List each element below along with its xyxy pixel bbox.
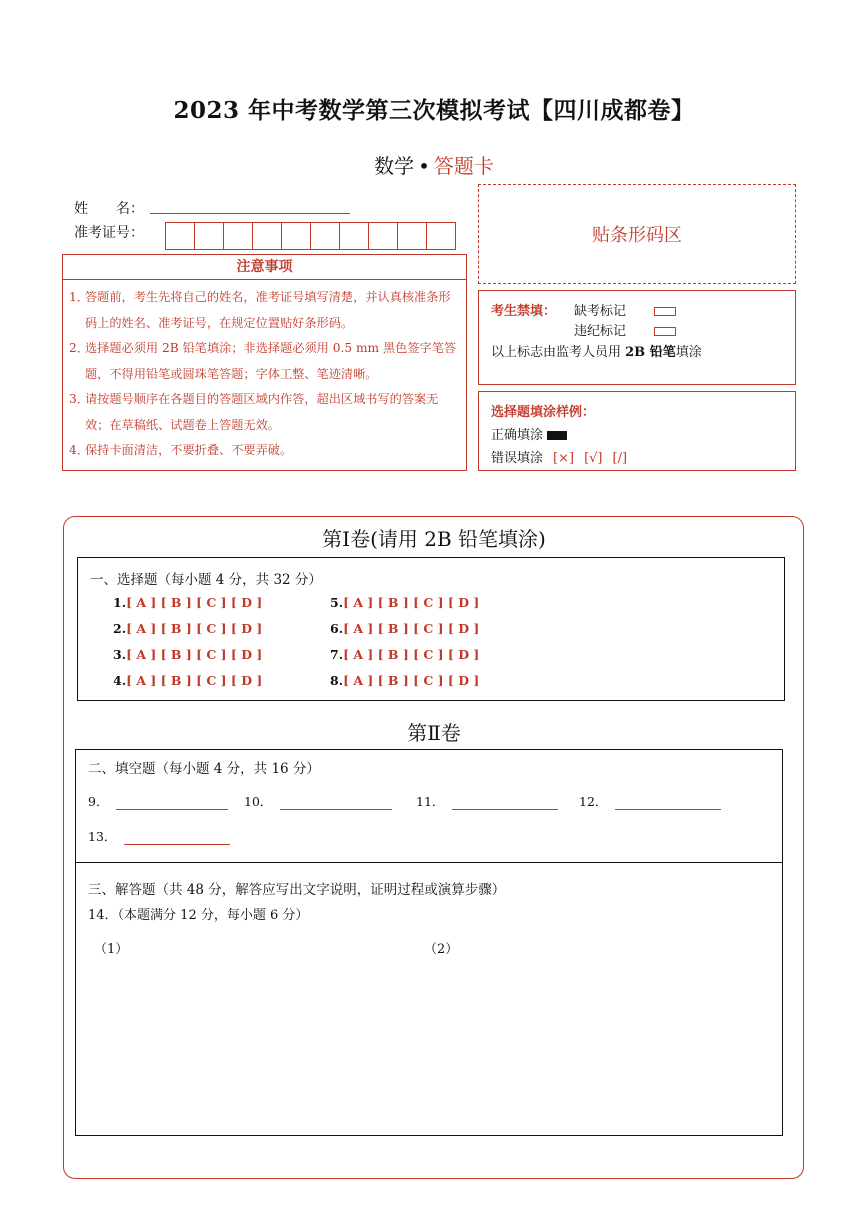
page-title: 2023 年中考数学第三次模拟考试【四川成都卷】 xyxy=(173,97,695,124)
notice-item xyxy=(69,438,458,464)
solution-section xyxy=(75,862,783,1136)
proctor-only-box xyxy=(478,290,796,385)
exam-id-box[interactable] xyxy=(310,222,340,250)
question-number: 8. xyxy=(330,673,344,688)
exam-id-box[interactable] xyxy=(281,222,311,250)
question-number: 1. xyxy=(113,595,127,610)
choice-question xyxy=(113,647,262,662)
fill-sample-title: 选择题填涂样例： xyxy=(491,405,596,420)
question-number: 7. xyxy=(330,647,344,662)
fill-blank-section xyxy=(75,749,783,863)
barcode-label: 贴条形码区 xyxy=(592,225,682,246)
notice-item xyxy=(69,336,458,387)
proctor-note-suffix: 填涂 xyxy=(675,345,702,360)
question-number: 4. xyxy=(113,673,127,688)
answer-options[interactable]: [ A ] [ B ] [ C ] [ D ] xyxy=(343,595,480,610)
filled-mark-icon xyxy=(547,431,567,440)
notice-text: 请按题号顺序在各题目的答题区域内作答，超出区域书写的答案无效；在草稿纸、试题卷上答题无效。 xyxy=(85,392,439,432)
blank-answer-line[interactable] xyxy=(116,796,228,810)
exam-id-box[interactable] xyxy=(339,222,369,250)
notice-title: 注意事项 xyxy=(62,254,467,280)
answer-options[interactable]: [ A ] [ B ] [ C ] [ D ] xyxy=(126,647,263,662)
answer-options[interactable]: [ A ] [ B ] [ C ] [ D ] xyxy=(126,595,263,610)
notice-item xyxy=(69,285,458,336)
blank-number: 9． xyxy=(88,794,109,809)
blank-number: 12． xyxy=(579,794,608,809)
exam-id-box[interactable] xyxy=(165,222,195,250)
exam-id-label: 准考证号： xyxy=(74,225,144,241)
exam-id-box[interactable] xyxy=(223,222,253,250)
wrong-fill-row xyxy=(491,447,627,466)
exam-id-boxes xyxy=(166,222,456,250)
answer-options[interactable]: [ A ] [ B ] [ C ] [ D ] xyxy=(126,621,263,636)
proctor-note-prefix: 以上标志由监考人员用 xyxy=(491,345,626,360)
proctor-note-bold: 2B 铅笔 xyxy=(625,345,676,360)
choice-question xyxy=(113,673,262,688)
choice-question xyxy=(330,595,479,610)
choice-question xyxy=(330,647,479,662)
answer-options[interactable]: [ A ] [ B ] [ C ] [ D ] xyxy=(343,621,480,636)
correct-fill-row xyxy=(491,424,567,443)
wrong-mark-slash: [/] xyxy=(612,451,628,466)
absent-mark-box[interactable] xyxy=(654,307,676,316)
fill-sample-box xyxy=(478,391,796,471)
violation-mark-box[interactable] xyxy=(654,327,676,336)
choice-question xyxy=(330,673,479,688)
fill-blank-section-title: 二、填空题（每小题 4 分，共 16 分） xyxy=(88,761,320,777)
absent-mark-label: 缺考标记 xyxy=(574,304,627,319)
page-subtitle xyxy=(0,150,868,179)
barcode-area xyxy=(478,184,796,284)
choice-question xyxy=(113,621,262,636)
answer-options[interactable]: [ A ] [ B ] [ C ] [ D ] xyxy=(343,647,480,662)
notice-list xyxy=(62,279,467,471)
subtitle-subject: 数学 xyxy=(374,154,415,178)
blank-13 xyxy=(88,827,230,845)
proctor-note xyxy=(491,341,702,360)
answer-options[interactable]: [ A ] [ B ] [ C ] [ D ] xyxy=(126,673,263,688)
proctor-only-title: 考生禁填： xyxy=(491,304,557,319)
blank-number: 13． xyxy=(88,829,117,844)
violation-mark-row xyxy=(574,320,676,339)
subtitle-dot: • xyxy=(418,154,430,178)
blank-number: 10． xyxy=(244,794,273,809)
wrong-fill-label: 错误填涂 xyxy=(491,451,544,466)
wrong-mark-cross: [×] xyxy=(553,451,575,466)
violation-mark-label: 违纪标记 xyxy=(574,324,627,339)
notice-text: 选择题必须用 2B 铅笔填涂；非选择题必须用 0.5 mm 黑色签字笔答题，不得用铅笔或圆珠笔答题；字体工整、笔迹清晰。 xyxy=(85,341,457,381)
exam-id-box[interactable] xyxy=(252,222,282,250)
blank-answer-line[interactable] xyxy=(280,796,392,810)
solution-section-title: 三、解答题（共 48 分，解答应写出文字说明，证明过程或演算步骤） xyxy=(88,882,506,898)
blank-10 xyxy=(244,792,392,810)
blank-12 xyxy=(579,792,721,810)
blank-9 xyxy=(88,792,228,810)
choice-section-title: 一、选择题（每小题 4 分，共 32 分） xyxy=(90,572,322,588)
notice-text: 答题前，考生先将自己的姓名，准考证号填写清楚，并认真核准条形码上的姓名、准考证号，在规定位置贴好条形码。 xyxy=(85,290,451,330)
notice-number: 1． xyxy=(69,290,89,304)
exam-id-box[interactable] xyxy=(368,222,398,250)
name-label: 姓 名： xyxy=(74,201,144,217)
blank-answer-line[interactable] xyxy=(124,831,230,845)
exam-id-box[interactable] xyxy=(397,222,427,250)
name-field[interactable] xyxy=(150,213,350,214)
choice-section xyxy=(77,557,785,701)
choice-question xyxy=(113,595,262,610)
subtitle-card: 答题卡 xyxy=(433,154,494,178)
notice-number: 2． xyxy=(69,341,89,355)
blank-number: 11． xyxy=(416,794,445,809)
blank-answer-line[interactable] xyxy=(452,796,558,810)
blank-answer-line[interactable] xyxy=(615,796,721,810)
answer-options[interactable]: [ A ] [ B ] [ C ] [ D ] xyxy=(343,673,480,688)
question-number: 6. xyxy=(330,621,344,636)
notice-text: 保持卡面清洁，不要折叠、不要弄破。 xyxy=(85,443,293,457)
correct-fill-label: 正确填涂 xyxy=(491,428,544,443)
question-number: 5. xyxy=(330,595,344,610)
notice-item xyxy=(69,387,458,438)
question-14-part-2: （2） xyxy=(424,942,459,957)
notice-number: 3． xyxy=(69,392,89,406)
exam-id-box[interactable] xyxy=(426,222,456,250)
absent-mark-row xyxy=(574,300,676,319)
wrong-mark-check: [√] xyxy=(584,451,603,466)
notice-number: 4． xyxy=(69,443,89,457)
volume1-title: 第Ⅰ卷(请用 2B 铅笔填涂) xyxy=(322,527,546,551)
question-14-heading: 14．（本题满分 12 分，每小题 6 分） xyxy=(88,908,309,923)
question-14-part-1: （1） xyxy=(94,942,129,957)
choice-question xyxy=(330,621,479,636)
question-number: 3. xyxy=(113,647,127,662)
question-number: 2. xyxy=(113,621,127,636)
volume2-title: 第Ⅱ卷 xyxy=(407,721,461,745)
blank-11 xyxy=(416,792,558,810)
exam-id-box[interactable] xyxy=(194,222,224,250)
